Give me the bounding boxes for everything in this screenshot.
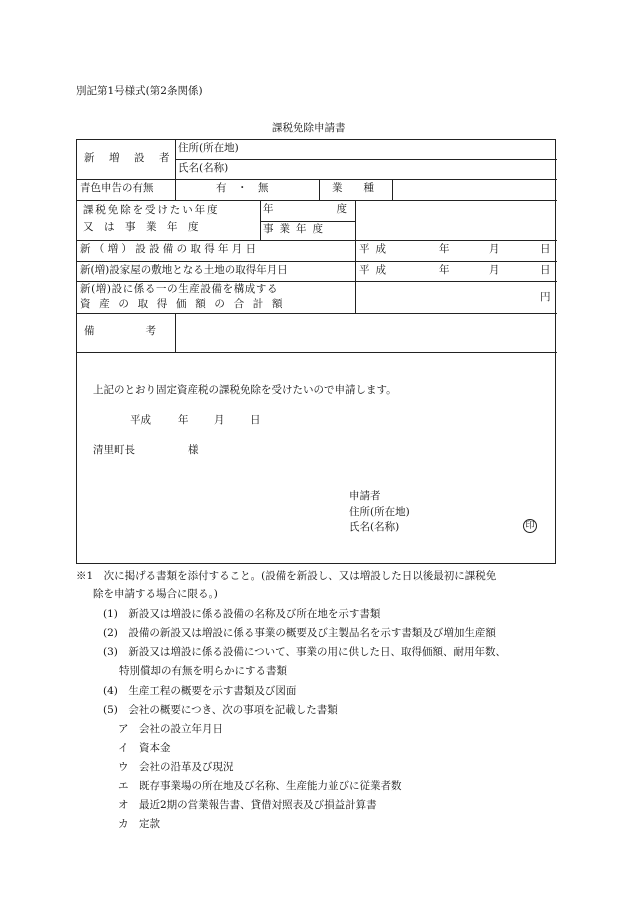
rule-label-column <box>175 140 176 200</box>
application-form-table <box>76 139 556 564</box>
rule-applicant-bottom <box>77 179 557 180</box>
blue-return-options: 有 ・ 無 <box>216 182 269 194</box>
date-day-unit: 日 <box>250 414 261 426</box>
land-date-label: 新(増)設家屋の敷地となる土地の取得年月日 <box>80 264 288 276</box>
nendo-unit-text: 度 <box>336 203 347 215</box>
note-sub-ka: カ 定款 <box>118 818 160 830</box>
date-month-unit: 月 <box>214 414 225 426</box>
nendo-year-text: 年 <box>263 203 274 215</box>
note-item-1: (1) 新設又は増設に係る設備の名称及び所在地を示す書類 <box>103 608 381 620</box>
note-item-2: (2) 設備の新設又は増設に係る事業の概要及び主製品名を示す書類及び増加生産額 <box>103 627 496 639</box>
rule-industry-right <box>392 179 393 200</box>
facility-month-unit: 月 <box>489 243 500 255</box>
rule-facility-bottom <box>77 261 557 262</box>
applicant-label: 新 増 設 者 <box>84 152 172 164</box>
note-sub-a: ア 会社の設立年月日 <box>118 723 223 735</box>
form-reference: 別記第1号様式(第2条関係) <box>76 85 203 97</box>
form-title: 課税免除申請書 <box>272 122 346 134</box>
note-intro-line2: 除を申請する場合に限る。) <box>93 588 218 600</box>
rule-year-left <box>260 200 261 240</box>
declaration-statement: 上記のとおり固定資産税の課税免除を受けたいので申請します。 <box>93 384 397 396</box>
exempt-year-label-line2: 又 は 事 業 年 度 <box>83 221 199 233</box>
note-sub-u: ウ 会社の沿革及び現況 <box>118 761 234 773</box>
asset-total-label-line2: 資 産 の 取 得 価 額 の 合 計 額 <box>80 298 282 310</box>
name-field-label: 氏名(名称) <box>178 162 229 174</box>
remarks-label: 備 考 <box>84 325 166 337</box>
date-era: 平成 <box>130 414 151 426</box>
yen-unit: 円 <box>540 291 551 303</box>
facility-date-label: 新（増）設設備の取得年月日 <box>80 243 260 255</box>
note-item-3-line2: 特別償却の有無を明らかにする書類 <box>119 665 287 677</box>
rule-address-name <box>175 159 557 160</box>
rule-remarks-column <box>175 313 176 352</box>
rule-asset-bottom <box>77 313 557 314</box>
business-year-label: 事業年度 <box>263 223 329 235</box>
note-intro-line1: ※1 次に掲げる書類を添付すること。(設備を新設し、又は増設した日以後最初に課税免 <box>76 570 497 582</box>
land-year-unit: 年 <box>439 264 450 276</box>
applicant-address-label: 住所(所在地) <box>349 506 410 518</box>
facility-year-unit: 年 <box>439 243 450 255</box>
land-era: 平成 <box>359 264 392 276</box>
rule-industry-left <box>319 179 320 200</box>
applicant-name-label: 氏名(名称) <box>349 521 400 533</box>
facility-era: 平成 <box>359 243 392 255</box>
rule-value-column <box>355 200 356 313</box>
rule-blue-return-bottom <box>77 200 557 201</box>
note-sub-i: イ 資本金 <box>118 742 171 754</box>
note-item-3-line1: (3) 新設又は増設に係る設備について、事業の用に供した日、取得価額、耐用年数、 <box>103 646 506 658</box>
rule-remarks-bottom <box>77 352 557 353</box>
rule-land-bottom <box>77 281 557 282</box>
note-item-5: (5) 会社の概要につき、次の事項を記載した書類 <box>103 704 338 716</box>
address-field-label: 住所(所在地) <box>178 142 239 154</box>
nendo-label <box>263 204 347 215</box>
rule-year-split <box>260 221 355 222</box>
asset-total-label-line1: 新(増)設に係る一の生産設備を構成する <box>80 283 279 295</box>
land-day-unit: 日 <box>540 264 551 276</box>
land-month-unit: 月 <box>489 264 500 276</box>
honorific: 様 <box>188 444 199 456</box>
seal-mark: 印 <box>523 519 537 533</box>
addressee: 清里町長 <box>93 444 135 456</box>
note-sub-o: オ 最近2期の営業報告書、貸借対照表及び損益計算書 <box>118 799 377 811</box>
facility-day-unit: 日 <box>540 243 551 255</box>
applicant-heading: 申請者 <box>349 490 381 502</box>
date-year-unit: 年 <box>178 414 189 426</box>
note-sub-e: エ 既存事業場の所在地及び名称、生産能力並びに従業者数 <box>118 780 402 792</box>
rule-year-bottom <box>77 240 557 241</box>
blue-return-label: 青色申告の有無 <box>80 182 154 194</box>
industry-label: 業 種 <box>332 182 374 194</box>
exempt-year-label-line1: 課税免除を受けたい年度 <box>83 204 220 216</box>
note-item-4: (4) 生産工程の概要を示す書類及び図面 <box>103 685 297 697</box>
